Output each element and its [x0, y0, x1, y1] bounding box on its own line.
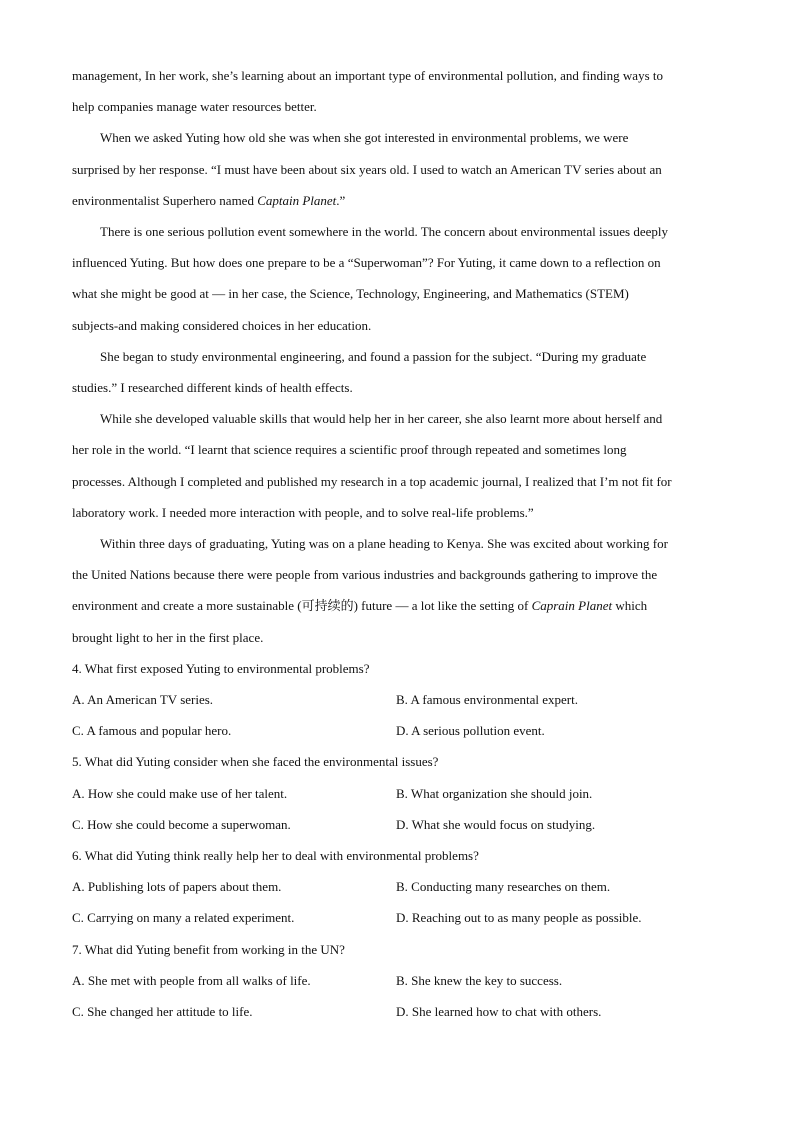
option-a: A. An American TV series.	[72, 692, 214, 708]
option-row	[72, 809, 722, 840]
paragraph-line: brought light to her in the first place.	[72, 629, 264, 645]
paragraph-line: studies.” I researched different kinds of health effects.	[72, 380, 353, 396]
option-d: D. A serious pollution event.	[396, 723, 545, 739]
paragraph-line: surprised by her response. “I must have been about six years old. I used to watch an American TV series about an	[72, 161, 662, 177]
question-5	[72, 746, 722, 840]
title-captain-planet: Captain Planet	[257, 192, 337, 208]
paragraph-line: what she might be good at — in her case, the Science, Technology, Engineering, and Mathematics (STEM)	[72, 286, 629, 302]
option-a: A. How she could make use of her talent.	[72, 785, 288, 801]
paragraph-4	[72, 341, 722, 403]
question-stem: 7. What did Yuting benefit from working in the UN?	[72, 941, 345, 957]
paragraph-line: While she developed valuable skills that would help her in her career, she also learnt more about herself and	[100, 411, 663, 427]
paragraph-line	[72, 590, 722, 621]
question-stem: 6. What did Yuting think really help her to deal with environmental problems?	[72, 848, 479, 864]
paragraph-1	[72, 60, 722, 122]
paragraph-line: influenced Yuting. But how does one prepare to be a “Superwoman”? For Yuting, it came down to a reflection on	[72, 255, 661, 271]
paragraph-line: There is one serious pollution event somewhere in the world. The concern about environmental issues deeply	[100, 224, 668, 240]
option-b: B. A famous environmental expert.	[396, 692, 578, 708]
option-d: D. Reaching out to as many people as possible.	[396, 910, 642, 926]
option-b: B. Conducting many researches on them.	[396, 879, 611, 895]
paragraph-line: Within three days of graduating, Yuting was on a plane heading to Kenya. She was excited about working for	[100, 536, 668, 552]
option-a: A. Publishing lots of papers about them.	[72, 879, 282, 895]
paragraph-line: laboratory work. I needed more interaction with people, and to solve real-life problems.”	[72, 504, 534, 520]
question-4	[72, 653, 722, 747]
text-span: environment and create a more sustainable (可持续的) future — a lot like the setting of	[72, 598, 532, 614]
option-row	[72, 871, 722, 902]
option-row	[72, 715, 722, 746]
text-span: .”	[336, 192, 346, 208]
paragraph-line: subjects-and making considered choices in her education.	[72, 317, 372, 333]
option-a: A. She met with people from all walks of life.	[72, 972, 311, 988]
option-d: D. She learned how to chat with others.	[396, 1004, 602, 1020]
question-stem: 4. What first exposed Yuting to environmental problems?	[72, 660, 370, 676]
option-row	[72, 965, 722, 996]
paragraph-3	[72, 216, 722, 341]
option-c: C. Carrying on many a related experiment.	[72, 910, 295, 926]
option-c: C. A famous and popular hero.	[72, 723, 232, 739]
document-content	[72, 60, 722, 1027]
paragraph-6	[72, 528, 722, 653]
option-row	[72, 996, 722, 1027]
question-6	[72, 840, 722, 934]
paragraph-line: She began to study environmental engineering, and found a passion for the subject. “During my graduate	[100, 348, 647, 364]
title-caprain-planet: Caprain Planet	[531, 598, 613, 614]
paragraph-line: When we asked Yuting how old she was when she got interested in environmental problems, we were	[100, 130, 629, 146]
text-span: which	[612, 598, 648, 614]
option-b: B. She knew the key to success.	[396, 972, 563, 988]
option-row	[72, 684, 722, 715]
paragraph-line: her role in the world. “I learnt that science requires a scientific proof through repeated and sometimes long	[72, 442, 627, 458]
paragraph-line	[72, 185, 722, 216]
text-span: environmentalist Superhero named	[72, 192, 258, 208]
paragraph-line: management, In her work, she’s learning about an important type of environmental pollution, and finding ways to	[72, 68, 663, 83]
option-row	[72, 902, 722, 933]
option-c: C. She changed her attitude to life.	[72, 1004, 253, 1020]
option-row	[72, 778, 722, 809]
paragraph-2	[72, 122, 722, 216]
paragraph-line: the United Nations because there were people from various industries and backgrounds gathering to improve the	[72, 567, 658, 583]
option-d: D. What she would focus on studying.	[396, 816, 596, 832]
paragraph-line: processes. Although I completed and published my research in a top academic journal, I realized that I’m not fit for	[72, 473, 672, 489]
question-7	[72, 934, 722, 1028]
paragraph-line: help companies manage water resources better.	[72, 99, 317, 115]
question-stem: 5. What did Yuting consider when she faced the environmental issues?	[72, 754, 439, 770]
option-b: B. What organization she should join.	[396, 785, 593, 801]
paragraph-5	[72, 403, 722, 528]
option-c: C. How she could become a superwoman.	[72, 816, 291, 832]
